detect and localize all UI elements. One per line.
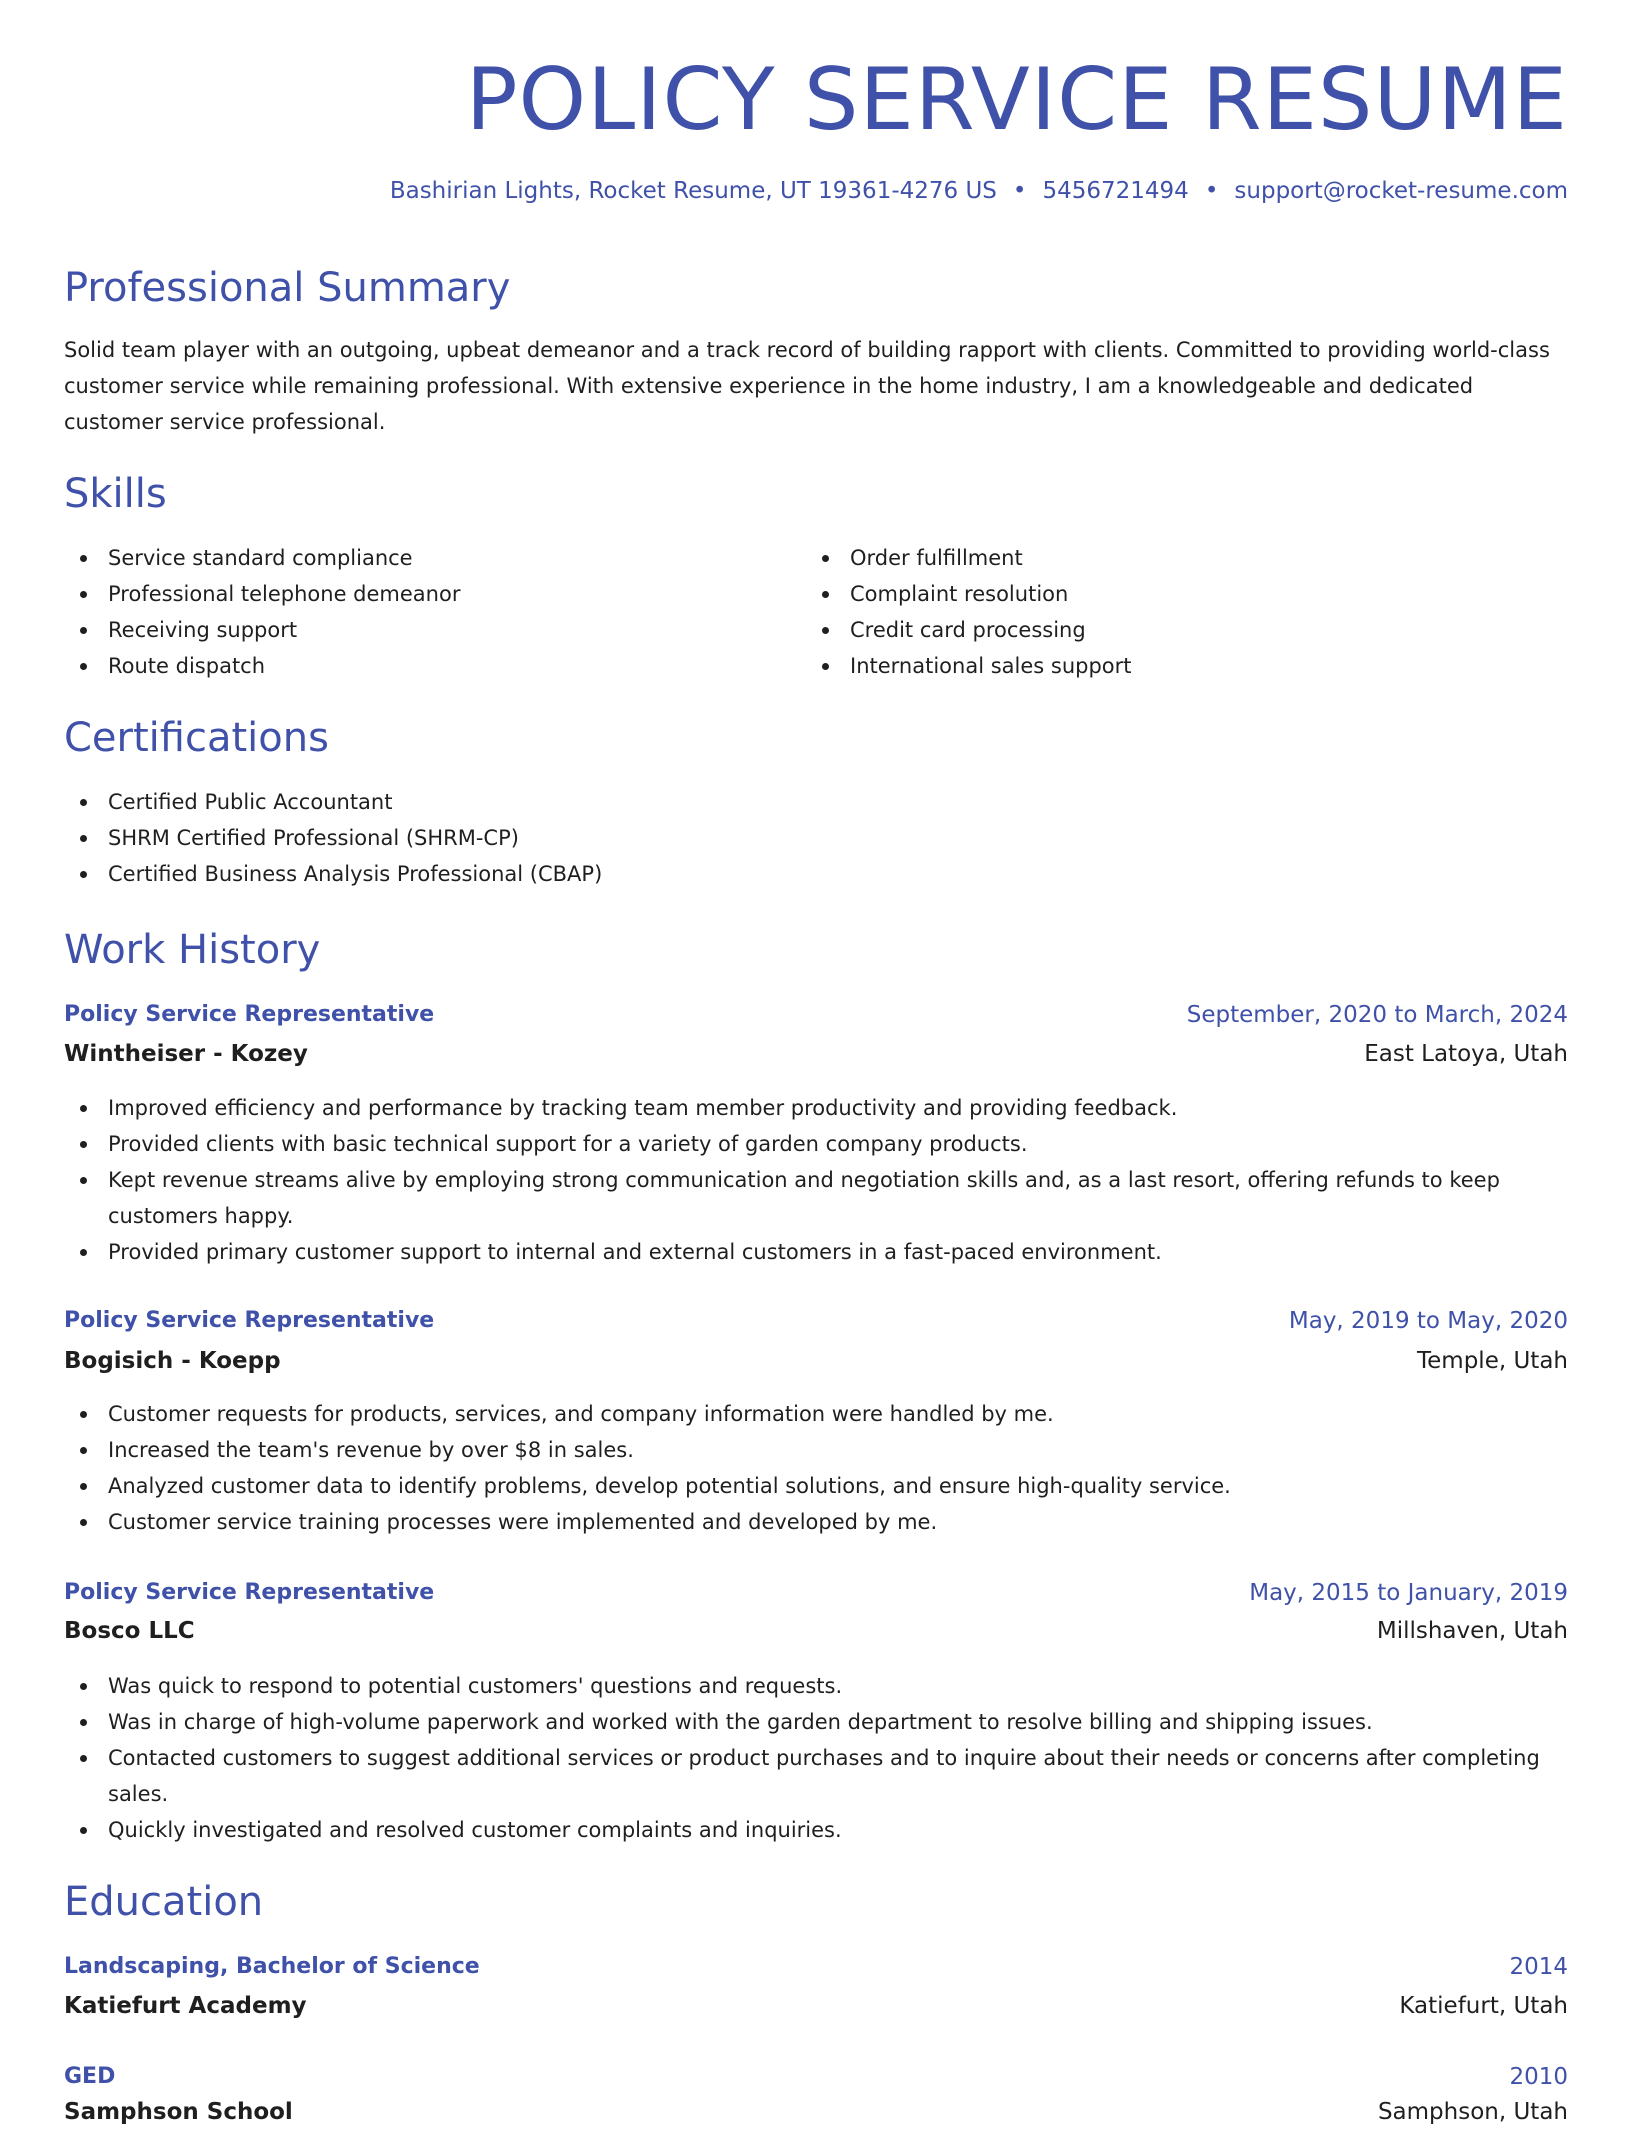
skill-item: International sales support bbox=[806, 648, 1566, 684]
job-company: Bosco LLC bbox=[64, 1618, 195, 1644]
education-heading: Education bbox=[64, 1879, 264, 1925]
job-bullet: Provided primary customer support to internal and external customers in a fast-paced environment. bbox=[64, 1234, 1568, 1270]
summary-heading: Professional Summary bbox=[64, 265, 511, 311]
job-header-row bbox=[64, 1575, 1568, 1611]
education-location: Katiefurt, Utah bbox=[1399, 1993, 1568, 2019]
contact-separator: • bbox=[1012, 178, 1027, 204]
job-company-row bbox=[64, 1036, 1568, 1072]
job-company-row bbox=[64, 1613, 1568, 1649]
education-degree: Landscaping, Bachelor of Science bbox=[64, 1954, 480, 1979]
certification-item: SHRM Certified Professional (SHRM-CP) bbox=[64, 820, 1568, 856]
certifications-list bbox=[64, 784, 1568, 892]
resume-page bbox=[64, 0, 1568, 2125]
contact-separator: • bbox=[1204, 178, 1219, 204]
certifications-heading: Certifications bbox=[64, 715, 329, 761]
skills-list-left bbox=[64, 540, 804, 684]
job-bullet: Kept revenue streams alive by employing strong communication and negotiation skills and, as a last resort, offering refunds to keep customers happy. bbox=[64, 1162, 1568, 1234]
education-school: Samphson School bbox=[64, 2099, 293, 2125]
education-header-row bbox=[64, 2059, 1568, 2095]
job-company: Wintheiser - Kozey bbox=[64, 1041, 308, 1067]
skills-heading: Skills bbox=[64, 471, 167, 517]
resume-title: POLICY SERVICE RESUME bbox=[465, 50, 1568, 150]
job-location: Temple, Utah bbox=[1417, 1348, 1568, 1374]
skill-item: Complaint resolution bbox=[806, 576, 1566, 612]
education-location: Samphson, Utah bbox=[1377, 2099, 1568, 2125]
job-company-row bbox=[64, 1343, 1568, 1379]
job-header-row bbox=[64, 997, 1568, 1033]
education-year: 2014 bbox=[1509, 1954, 1568, 1980]
job-dates: May, 2019 to May, 2020 bbox=[1288, 1308, 1568, 1334]
job-company: Bogisich - Koepp bbox=[64, 1348, 281, 1374]
certification-item: Certified Business Analysis Professional (CBAP) bbox=[64, 856, 1568, 892]
job-bullets bbox=[64, 1668, 1568, 1848]
skills-list-right bbox=[806, 540, 1566, 684]
job-location: Millshaven, Utah bbox=[1376, 1618, 1568, 1644]
job-header-row bbox=[64, 1303, 1568, 1339]
job-bullets bbox=[64, 1396, 1568, 1540]
job-title: Policy Service Representative bbox=[64, 1580, 435, 1605]
summary-text: Solid team player with an outgoing, upbeat demeanor and a track record of building rapport with clients. Committed to providing world-class customer service while remaining professional. With extensive experience in the home industry, I am a knowledgeable and dedicated customer service professional. bbox=[64, 338, 1550, 434]
job-title: Policy Service Representative bbox=[64, 1002, 435, 1027]
education-degree: GED bbox=[64, 2064, 116, 2089]
skill-item: Route dispatch bbox=[64, 648, 804, 684]
skill-item: Receiving support bbox=[64, 612, 804, 648]
job-bullet: Contacted customers to suggest additional services or product purchases and to inquire about their needs or concerns after completing sales. bbox=[64, 1740, 1568, 1812]
job-location: East Latoya, Utah bbox=[1364, 1041, 1568, 1067]
contact-address: Bashirian Lights, Rocket Resume, UT 19361-4276 US bbox=[389, 178, 997, 204]
contact-line bbox=[390, 176, 1568, 206]
work-history-heading: Work History bbox=[64, 927, 321, 973]
job-bullet: Customer requests for products, services, and company information were handled by me. bbox=[64, 1396, 1568, 1432]
skill-item: Service standard compliance bbox=[64, 540, 804, 576]
education-year: 2010 bbox=[1509, 2064, 1568, 2090]
job-bullet: Provided clients with basic technical support for a variety of garden company products. bbox=[64, 1126, 1568, 1162]
job-dates: May, 2015 to January, 2019 bbox=[1249, 1580, 1568, 1606]
contact-email: support@rocket-resume.com bbox=[1234, 178, 1568, 204]
job-bullet: Analyzed customer data to identify problems, develop potential solutions, and ensure high-quality service. bbox=[64, 1468, 1568, 1504]
education-school-row bbox=[64, 2094, 1568, 2130]
job-title: Policy Service Representative bbox=[64, 1308, 435, 1333]
job-bullet: Was in charge of high-volume paperwork and worked with the garden department to resolve billing and shipping issues. bbox=[64, 1704, 1568, 1740]
certification-item: Certified Public Accountant bbox=[64, 784, 1568, 820]
skill-item: Order fulfillment bbox=[806, 540, 1566, 576]
contact-phone: 5456721494 bbox=[1042, 178, 1189, 204]
job-bullet: Customer service training processes were implemented and developed by me. bbox=[64, 1504, 1568, 1540]
job-bullet: Quickly investigated and resolved customer complaints and inquiries. bbox=[64, 1812, 1568, 1848]
education-header-row bbox=[64, 1949, 1568, 1985]
education-school: Katiefurt Academy bbox=[64, 1993, 307, 2019]
skill-item: Professional telephone demeanor bbox=[64, 576, 804, 612]
job-dates: September, 2020 to March, 2024 bbox=[1186, 1002, 1568, 1028]
education-school-row bbox=[64, 1988, 1568, 2024]
job-bullet: Increased the team's revenue by over $8 in sales. bbox=[64, 1432, 1568, 1468]
skill-item: Credit card processing bbox=[806, 612, 1566, 648]
job-bullets bbox=[64, 1090, 1568, 1270]
job-bullet: Improved efficiency and performance by tracking team member productivity and providing feedback. bbox=[64, 1090, 1568, 1126]
job-bullet: Was quick to respond to potential customers' questions and requests. bbox=[64, 1668, 1568, 1704]
